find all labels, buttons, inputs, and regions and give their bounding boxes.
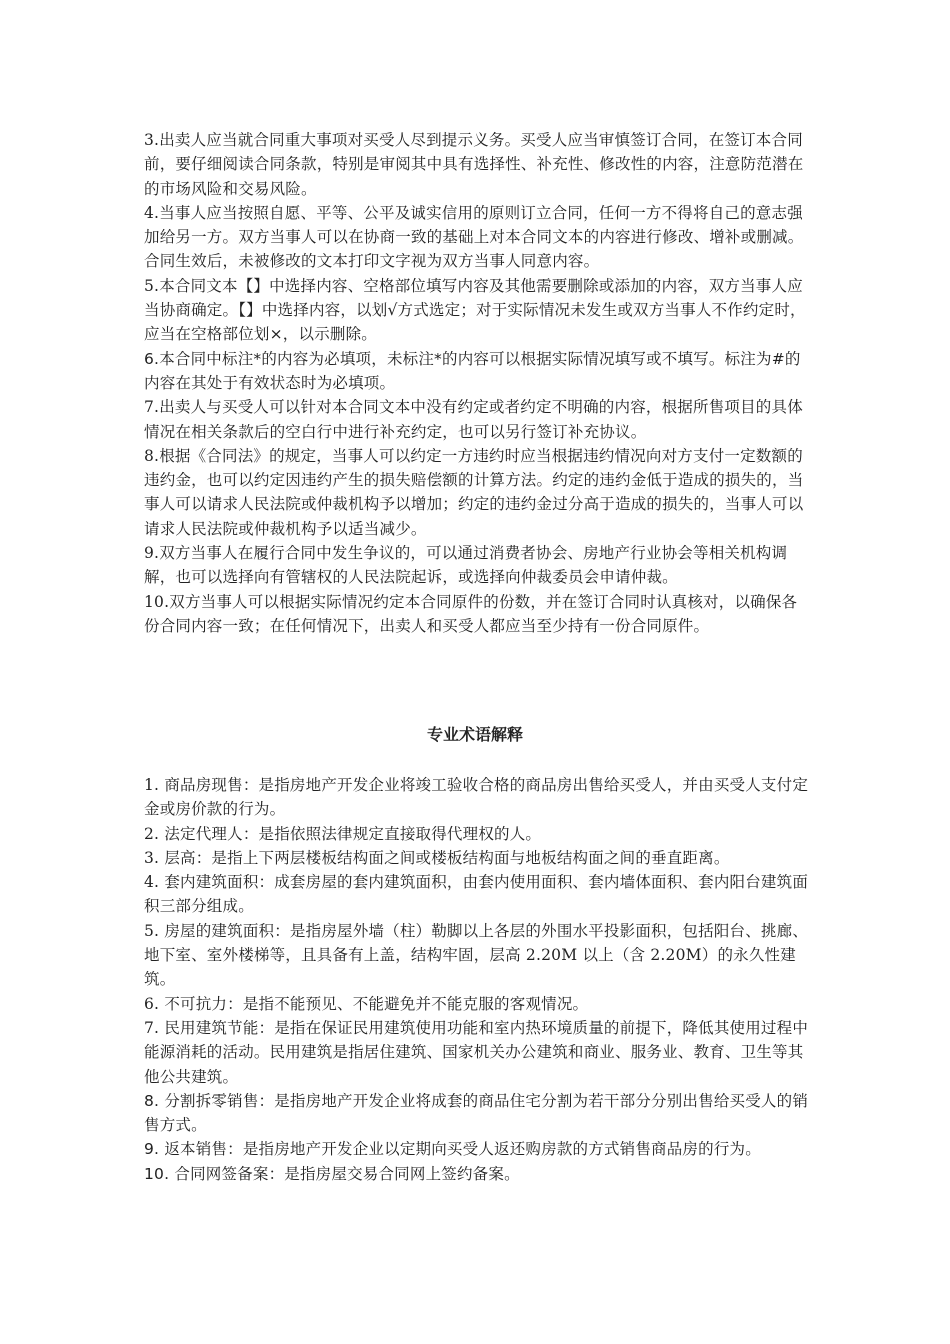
note-paragraph-n4 xyxy=(144,201,809,274)
term-paragraph-t7 xyxy=(144,1016,809,1089)
text-segment: 8. 分割拆零销售：是指房地产开发企业将成套的商品住宅分割为若干部分分别出售给买受人的销售方式。 xyxy=(144,1091,809,1135)
text-segment: 2. 法定代理人：是指依照法律规定直接取得代理权的人。 xyxy=(144,824,542,843)
term-paragraph-t2 xyxy=(144,822,809,846)
text-segment: 6.本合同中标注*的内容为必填项，未标注*的内容可以根据实际情况填写或不填写。标注为#的内容在其处于有效状态时为必填项。 xyxy=(144,349,801,392)
text-segment: 文本的内容进行修改、增补或删减。合同生效后，未被修改的文本打印文字视为双方当事人同意内容。 xyxy=(144,228,804,271)
note-paragraph-n8 xyxy=(144,444,809,541)
text-segment: 5. 房屋的建筑面积：是指房屋外墙（柱）勒脚以上各层的外围水平投影面积，包括阳台、挑廊、地下室、室外楼梯等，且具备有上盖，结构牢固，层高 2.20M 以上（含 2.20M）的永久性建筑。 xyxy=(144,921,809,989)
text-segment: 平等 xyxy=(316,203,348,222)
note-paragraph-n10 xyxy=(144,590,809,639)
note-paragraph-n7 xyxy=(144,395,809,444)
term-paragraph-t8 xyxy=(144,1089,809,1138)
text-segment: 10. 合同网签备案：是指房屋交易合同网上签约备案。 xyxy=(144,1164,520,1183)
text-segment: 7. 民用建筑节能：是指在保证民用建筑使用功能和室内热环境质量的前提下，降低其使用过程中能源消耗的活动。民用建筑是指居住建筑、国家机关办公建筑和商业、服务业、教育、卫生等其他公共建筑。 xyxy=(144,1018,809,1086)
text-segment: 4.当事人应当按照自愿、 xyxy=(144,203,317,222)
contract-notes xyxy=(144,128,809,638)
note-paragraph-n3 xyxy=(144,128,809,201)
text-segment: 9. 返本销售：是指房地产开发企业以定期向买受人返还购房款的方式销售商品房的行为。 xyxy=(144,1140,761,1159)
terms-list xyxy=(144,773,809,1186)
term-paragraph-t10 xyxy=(144,1162,809,1186)
text-segment: 【】中选择内容、空格部位填写内容及其他需要删除或添加的内容，双方当事人应当协商确定。【】中选择内容，以划√方式选定；对于实际情况未发生或双方当事人不作约定时，应当在空格部位划×，以示删除。 xyxy=(144,276,806,344)
term-paragraph-t5 xyxy=(144,919,809,992)
text-segment: 3.出卖人应当就合同重大事项对买受人尽到提示义务。买受人应当审慎签订合同，在签订本合同前，要仔细阅读合同条款，特别是审阅其中具有选择性、补充性、修改性的内容，注意防范潜在的市场风险和交易风险。 xyxy=(144,131,804,198)
text-segment: 10.双方当事人可以根据实际情况约定本合同原件的份数，并在签订合同时认真核对，以确保各份合同内容一致；在任何情况下，出卖人和买受人都应当至少持有一份合同原件。 xyxy=(144,592,798,635)
section-title: 专业术语解释 xyxy=(426,725,523,744)
term-paragraph-t6 xyxy=(144,992,809,1016)
text-segment: 6. 不可抗力：是指不能预见、不能避免并不能克服的客观情况。 xyxy=(144,994,589,1013)
term-paragraph-t9 xyxy=(144,1137,809,1161)
note-paragraph-n6 xyxy=(144,347,809,396)
text-segment: 7.出卖人与买受人可以针对本合同文本中没有约定或者约定不明确的内容，根据所售项目的具体情况在相关条款后的空白行中进行补充约定，也可以另行签订补充协议。 xyxy=(144,398,803,441)
text-segment: 选择向仲裁委员会申请仲裁。 xyxy=(473,568,678,587)
text-segment: 上下两层楼板结构面之间或楼板结构面与地板结构面之间的垂直距离。 xyxy=(242,848,730,867)
text-segment: 8.根据《合同法》的规定，当事人可以约定一方违约时应当根据违约情况向对方支付一定数额的违约金，也可以约定因违约产生的损失赔偿额的计算方法。约定的违约金低于造成的损失的，当事人可以请求人民法院或仲裁机构予以增加；约定的违约金过分高于造成的损失的，当事人可以请求人民法院或仲裁机构予以适当减少。 xyxy=(144,446,804,538)
text-segment: 3. 层高：是指 xyxy=(144,848,243,867)
text-segment: 、公平及诚实信用的原则订立合同，任何一方不得将自己的意志强加给另一方。双方当事人可以 xyxy=(144,203,803,247)
text-segment: 1. 商品房现售：是指房地产开发企业将竣工验收合格的商品房出售给买受人，并由买受人支付定金或房价款的行为。 xyxy=(144,776,809,819)
text-segment: 选择向 xyxy=(222,568,270,587)
note-paragraph-n9 xyxy=(144,541,809,590)
text-segment: 对 xyxy=(489,228,506,247)
text-segment: 通过消费者协会、房地产行业协会等相关机构调解，也可以 xyxy=(144,544,788,587)
text-segment: 在协商一致的基础上 xyxy=(348,228,490,247)
text-segment: 本合同 xyxy=(505,228,553,247)
text-segment: 有管辖权 xyxy=(269,568,333,587)
text-segment: 5.本合同文本 xyxy=(144,276,238,295)
text-segment: 的人民法院起诉， xyxy=(332,568,459,587)
note-paragraph-n5 xyxy=(144,274,809,347)
text-segment: 4. 套内建筑面积：成套房屋的套内建筑面积，由套内使用面积、套内墙体面积、套内阳台建筑面积三部分组成。 xyxy=(144,873,809,916)
term-paragraph-t4 xyxy=(144,870,809,919)
text-segment: 9.双方当事人在履行合同中发生争议的，可以 xyxy=(144,544,458,563)
term-paragraph-t1 xyxy=(144,773,809,822)
text-segment: 或 xyxy=(458,568,474,587)
term-paragraph-t3 xyxy=(144,846,809,870)
